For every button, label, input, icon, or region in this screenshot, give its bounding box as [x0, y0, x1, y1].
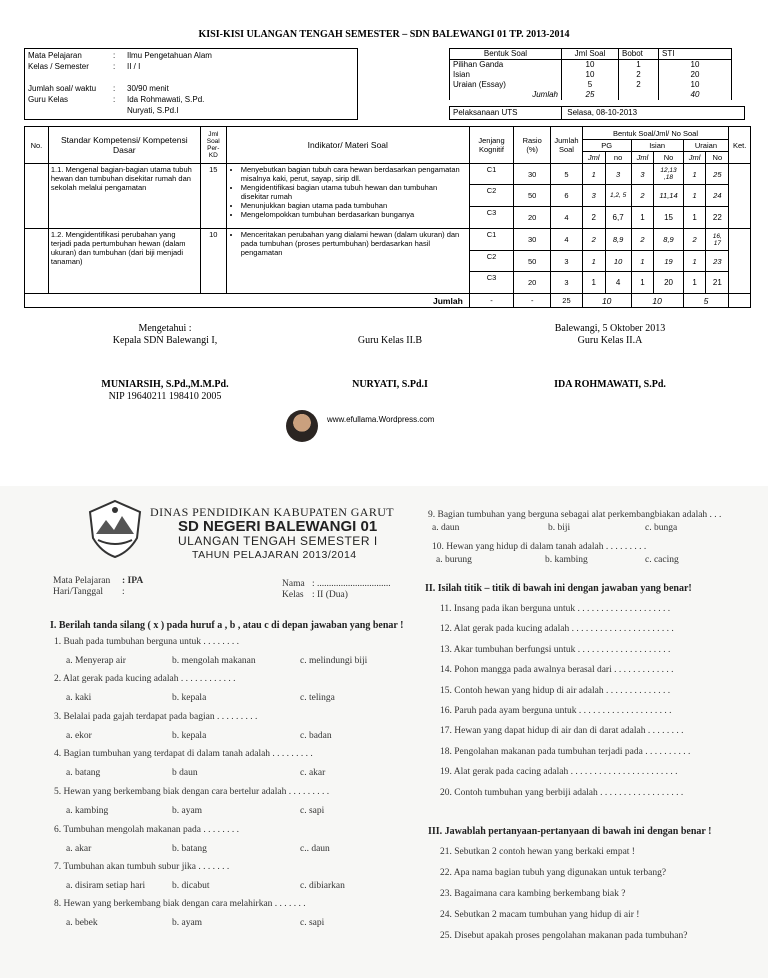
uraian-jml-cell: 1	[683, 185, 706, 207]
col-uraian-no: No	[706, 152, 729, 164]
bobot-header	[450, 49, 732, 60]
info-row-guru2	[28, 105, 179, 116]
bobot-header-cell: Bentuk Soal	[450, 49, 562, 60]
colon: :	[113, 62, 116, 71]
bobot-header-cell: STI	[659, 49, 732, 60]
col-ket: Ket.	[729, 127, 751, 164]
info-value: Ida Rohmawati, S.Pd.	[127, 95, 205, 104]
isian-jml-cell: 1	[631, 251, 654, 272]
option-b: b. ayam	[172, 806, 203, 816]
jenjang-cell: C1	[469, 229, 513, 251]
jenjang-cell: C2	[469, 251, 513, 272]
guru-b-label: Guru Kelas II.B	[357, 335, 423, 346]
jumlah-cell: 4	[551, 229, 583, 251]
kelas-value: : II (Dua)	[312, 590, 348, 600]
isian-no-cell: 19	[654, 251, 683, 272]
jumlah-cell: 6	[551, 185, 583, 207]
bobot-total-label: Jumlah	[450, 90, 562, 100]
nama-label: Nama	[282, 579, 305, 589]
option-b: b daun	[172, 768, 198, 778]
rasio-cell: 30	[514, 164, 551, 185]
rasio-cell: 50	[514, 251, 551, 272]
kepala-name: MUNIARSIH, S.Pd.,M.M.Pd.	[101, 379, 229, 390]
total-jenjang: -	[469, 294, 513, 308]
pg-no-cell: 8,9	[605, 229, 631, 251]
school-title: SD NEGERI BALEWANGI 01	[178, 518, 378, 535]
option-a: a. ekor	[66, 731, 92, 741]
option-c: c. badan	[300, 731, 332, 741]
option-a: a. daun	[432, 523, 460, 533]
kd-text: 1.1. Mengenal bagian-bagian utama tubuh hewan dan tumbuhan disekitar rumah dan sekolah melalui pengamatan	[48, 164, 200, 229]
question-5: 5. Hewan yang berkembang biak dengan cara bertelur adalah . . . . . . . . .	[54, 787, 330, 797]
pg-no-cell: 6,7	[605, 207, 631, 229]
guru-a-name: IDA ROHMAWATI, S.Pd.	[554, 379, 666, 390]
bobot-row	[450, 60, 732, 71]
bobot-table	[449, 48, 732, 100]
essay-item: 23. Bagaimana cara kambing berkembang biak ?	[440, 889, 626, 899]
bobot-cell: Uraian (Essay)	[450, 80, 562, 90]
option-a: a. Menyerap air	[66, 656, 126, 666]
col-uraian-jml: Jml	[683, 152, 706, 164]
kd-jml: 10	[200, 229, 226, 294]
option-b: b. kepala	[172, 693, 207, 703]
total-label: Jumlah	[25, 294, 470, 308]
rasio-cell: 20	[514, 272, 551, 294]
guru-a-label: Guru Kelas II.A	[577, 335, 643, 346]
isian-no-cell: 12,13 ,18	[654, 164, 683, 185]
bobot-cell: Pilihan Ganda	[450, 60, 562, 71]
uraian-no-cell: 16, 17	[706, 229, 729, 251]
col-pg: PG	[582, 140, 631, 152]
question-6: 6. Tumbuhan mengolah makanan pada . . . . . . . .	[54, 825, 239, 835]
indikator-list	[229, 165, 467, 219]
option-a: a. bebek	[66, 918, 98, 928]
option-c: c. sapi	[300, 806, 325, 816]
col-sk: Standar Kompetensi/ Kompetensi Dasar	[48, 127, 200, 164]
uraian-jml-cell: 1	[683, 207, 706, 229]
isian-no-cell: 15	[654, 207, 683, 229]
bobot-row	[450, 80, 732, 90]
pelaksanaan-label: Pelaksanaan UTS	[450, 107, 562, 119]
question-8: 8. Hewan yang berkembang biak dengan cara melahirkan . . . . . . .	[54, 899, 306, 909]
option-a: a. kaki	[66, 693, 92, 703]
question-10: 10. Hewan yang hidup di dalam tanah adalah . . . . . . . . .	[432, 542, 647, 552]
info-row-kelas	[28, 61, 140, 72]
isian-jml-cell: 1	[631, 207, 654, 229]
uraian-jml-cell: 1	[683, 251, 706, 272]
option-c: c. sapi	[300, 918, 325, 928]
col-jumlah: Jumlah Soal	[551, 127, 583, 164]
isian-item: 17. Hewan yang dapat hidup di air dan di darat adalah . . . . . . . .	[440, 726, 684, 737]
section-1-heading: I. Berilah tanda silang ( x ) pada huruf a , b , atau c di depan jawaban yang benar !	[50, 620, 404, 631]
colon: :	[113, 84, 116, 93]
bobot-total-soal: 25	[562, 90, 619, 100]
bobot-cell: Isian	[450, 70, 562, 80]
isian-jml-cell: 2	[631, 229, 654, 251]
uraian-jml-cell: 1	[683, 164, 706, 185]
kd-text: 1.2. Mengidentifikasi perubahan yang terjadi pada pertumbuhan hewan (dalam ukuran) dan tumbuhan (dari biji menjadi tanaman)	[48, 229, 200, 294]
isian-jml-cell: 2	[631, 185, 654, 207]
option-c: c. cacing	[645, 555, 679, 565]
option-a: a. disiram setiap hari	[66, 881, 146, 891]
pelaksanaan-value: Selasa, 08-10-2013	[567, 108, 638, 117]
isian-no-cell: 20	[654, 272, 683, 294]
pg-no-cell: 10	[605, 251, 631, 272]
colon: :	[113, 51, 116, 60]
option-a: a. batang	[66, 768, 101, 778]
indikator-item: • Menyebutkan bagian tubuh cara hewan berdasarkan pengamatan misalnya kaki, perut, sayap, sirip dll.	[241, 165, 467, 183]
option-c: c. telinga	[300, 693, 335, 703]
isian-item: 18. Pengolahan makanan pada tumbuhan terjadi pada . . . . . . . . . .	[440, 746, 691, 757]
jenjang-cell: C3	[469, 207, 513, 229]
kd-jml: 15	[200, 164, 226, 229]
option-b: b. batang	[172, 844, 207, 854]
kepala-nip: NIP 19640211 198410 2005	[108, 391, 222, 402]
jenjang-cell: C2	[469, 185, 513, 207]
uraian-jml-cell: 1	[683, 272, 706, 294]
kelas-label: Kelas	[282, 590, 304, 600]
info-row-mapel	[28, 50, 212, 61]
uraian-no-cell: 24	[706, 185, 729, 207]
total-jumlah: 25	[551, 294, 583, 308]
mapel-value: : IPA	[122, 576, 144, 586]
indikator-item: • Menunjukkan bagian utama pada tumbuhan	[241, 201, 467, 210]
jumlah-cell: 5	[551, 164, 583, 185]
mengetahui-label: Mengetahui :	[138, 323, 192, 334]
bobot-cell: 2	[619, 80, 659, 90]
guru-b-name: NURYATI, S.Pd.I	[352, 379, 428, 390]
pg-no-cell: 4	[605, 272, 631, 294]
uraian-no-cell: 25	[706, 164, 729, 185]
mapel-label: Mata Pelajaran	[53, 576, 111, 586]
option-c: c.. daun	[300, 844, 330, 854]
option-a: a. kambing	[66, 806, 109, 816]
option-b: b. kambing	[545, 555, 588, 565]
jumlah-cell: 3	[551, 272, 583, 294]
bobot-cell: 10	[562, 70, 619, 80]
bobot-header-cell: Jml Soal	[562, 49, 619, 60]
bobot-total-sti: 40	[659, 90, 732, 100]
bobot-total-row	[450, 90, 732, 100]
garut-emblem-icon	[84, 498, 146, 560]
pg-jml-cell: 1	[582, 251, 605, 272]
essay-item: 24. Sebutkan 2 macam tumbuhan yang hidup di air !	[440, 910, 640, 920]
pg-jml-cell: 1	[582, 272, 605, 294]
essay-item: 25. Disebut apakah proses pengolahan makanan pada tumbuhan?	[440, 931, 688, 941]
section-2-heading: II. Isilah titik – titik di bawah ini dengan jawaban yang benar!	[425, 583, 692, 594]
question-2: 2. Alat gerak pada kucing adalah . . . . . . . . . . . .	[54, 674, 236, 684]
info-label: Guru Kelas	[28, 95, 69, 104]
pelaksanaan-row	[449, 106, 745, 120]
indikator-item: • Menceritakan perubahan yang dialami hewan (dalam ukuran) dan pada tumbuhan (proses pertumbuhan) berdasarkan hasil pengamatan	[241, 230, 467, 257]
option-a: a. akar	[66, 844, 92, 854]
bobot-cell: 20	[659, 70, 732, 80]
col-isian-jml: Jml	[631, 152, 654, 164]
isian-item: 14. Pohon mangga pada awalnya berasal dari . . . . . . . . . . . . .	[440, 665, 674, 676]
pg-jml-cell: 1	[582, 164, 605, 185]
total-uraian: 5	[683, 294, 729, 308]
year-title: TAHUN PELAJARAN 2013/2014	[192, 549, 357, 561]
isian-item: 19. Alat gerak pada cacing adalah . . . . . . . . . . . . . . . . . . . . . . .	[440, 767, 678, 778]
option-b: b. ayam	[172, 918, 203, 928]
option-c: c. akar	[300, 768, 326, 778]
indikator-item: • Mengelompokkan tumbuhan berdasarkan bunganya	[241, 210, 467, 219]
hari-label: Hari/Tanggal	[53, 587, 103, 597]
bobot-cell: 10	[659, 60, 732, 71]
option-c: c. dibiarkan	[300, 881, 345, 891]
bobot-cell: 10	[562, 60, 619, 71]
jumlah-cell: 4	[551, 207, 583, 229]
col-pg-jml: Jml	[582, 152, 605, 164]
rasio-cell: 50	[514, 185, 551, 207]
isian-item: 16. Paruh pada ayam berguna untuk . . . . . . . . . . . . . . . . . . . .	[440, 706, 672, 716]
option-b: b. kepala	[172, 731, 207, 741]
option-b: b. mengolah makanan	[172, 656, 256, 666]
col-uraian: Uraian	[683, 140, 729, 152]
info-label: Mata Pelajaran	[28, 51, 82, 60]
isian-no-cell: 8,9	[654, 229, 683, 251]
bobot-cell: 10	[659, 80, 732, 90]
total-rasio: -	[514, 294, 551, 308]
total-row	[25, 294, 751, 308]
indikator-item: • Mengidentifikasi bagian utama tubuh hewan dan tumbuhan disekitar rumah	[241, 183, 467, 201]
uraian-no-cell: 22	[706, 207, 729, 229]
pg-jml-cell: 2	[582, 229, 605, 251]
hari-value: :	[122, 587, 125, 597]
total-isian: 10	[631, 294, 683, 308]
col-jenjang: Jenjang Kognitif	[469, 127, 513, 164]
kepala-label: Kepala SDN Balewangi I,	[112, 335, 218, 346]
jumlah-cell: 3	[551, 251, 583, 272]
info-label: Kelas / Semester	[28, 62, 89, 71]
colon: :	[113, 95, 116, 104]
pg-no-cell: 1,2, 5	[605, 185, 631, 207]
total-pg: 10	[582, 294, 631, 308]
question-1: 1. Buah pada tumbuhan berguna untuk . . . . . . . .	[54, 637, 240, 647]
bobot-cell: 2	[619, 70, 659, 80]
question-3: 3. Belalai pada gajah terdapat pada bagian . . . . . . . . .	[54, 712, 258, 722]
col-isian: Isian	[631, 140, 683, 152]
info-box	[24, 48, 358, 120]
isian-item: 13. Akar tumbuhan berfungsi untuk . . . . . . . . . . . . . . . . . . . .	[440, 644, 671, 655]
rasio-cell: 20	[514, 207, 551, 229]
uraian-no-cell: 23	[706, 251, 729, 272]
isian-jml-cell: 3	[631, 164, 654, 185]
question-7: 7. Tumbuhan akan tumbuh subur jika . . . . . . .	[54, 862, 230, 872]
isian-item: 12. Alat gerak pada kucing adalah . . . . . . . . . . . . . . . . . . . . . .	[440, 624, 674, 635]
jenjang-cell: C1	[469, 164, 513, 185]
exam-scan	[0, 486, 768, 978]
option-b: b. dicabut	[172, 881, 210, 891]
info-value: Ilmu Pengetahuan Alam	[127, 51, 212, 60]
isian-no-cell: 11,14	[654, 185, 683, 207]
info-value: 30/90 menit	[127, 84, 169, 93]
kisi-table	[24, 126, 751, 308]
option-a: a. burung	[436, 555, 472, 565]
info-row-jumlah	[28, 83, 169, 94]
document-title: KISI-KISI ULANGAN TENGAH SEMESTER – SDN BALEWANGI 01 TP. 2013-2014	[198, 29, 570, 40]
info-label: Jumlah soal/ waktu	[28, 84, 97, 93]
bobot-header-cell: Bobot	[619, 49, 659, 60]
option-b: b. biji	[548, 523, 571, 533]
isian-item: 15. Contoh hewan yang hidup di air adalah . . . . . . . . . . . . . .	[440, 685, 671, 696]
uraian-jml-cell: 2	[683, 229, 706, 251]
pg-no-cell: 3	[605, 164, 631, 185]
isian-jml-cell: 1	[631, 272, 654, 294]
indikator-list	[229, 230, 467, 257]
col-isian-no: No	[654, 152, 683, 164]
bobot-cell: 1	[619, 60, 659, 71]
info-row-guru	[28, 94, 204, 105]
essay-item: 22. Apa nama bagian tubuh yang digunakan untuk terbang?	[440, 868, 667, 878]
col-no: No.	[25, 127, 49, 164]
col-bentuk: Bentuk Soal/Jml/ No Soal	[582, 127, 728, 140]
question-9: 9. Bagian tumbuhan yang berguna sebagai alat perkembangbiakan adalah . . .	[428, 510, 722, 520]
table-row	[25, 229, 751, 251]
tanggal-label: Balewangi, 5 Oktober 2013	[554, 323, 666, 334]
rasio-cell: 30	[514, 229, 551, 251]
section-3-heading: III. Jawablah pertanyaan-pertanyaan di bawah ini dengan benar !	[428, 826, 712, 837]
test-title: ULANGAN TENGAH SEMESTER I	[178, 534, 378, 548]
info-value: II / I	[127, 62, 141, 71]
col-indikator: Indikator/ Materi Soal	[226, 127, 469, 164]
pg-jml-cell: 3	[582, 185, 605, 207]
watermark-link[interactable]: www.efullama.Wordpress.com	[327, 415, 435, 424]
isian-item: 20. Contoh tumbuhan yang berbiji adalah . . . . . . . . . . . . . . . . . .	[440, 787, 684, 798]
option-c: c. melindungi biji	[300, 656, 368, 666]
essay-item: 21. Sebutkan 2 contoh hewan yang berkaki empat !	[440, 847, 635, 857]
nama-value: : ...............................	[312, 579, 391, 589]
uraian-no-cell: 21	[706, 272, 729, 294]
avatar	[286, 410, 318, 442]
question-4: 4. Bagian tumbuhan yang terdapat di dalam tanah adalah . . . . . . . . .	[54, 749, 313, 759]
bobot-row	[450, 70, 732, 80]
info-value: Nuryati, S.Pd.I	[127, 106, 179, 115]
pg-jml-cell: 2	[582, 207, 605, 229]
isian-item: 11. Insang pada ikan berguna untuk . . . . . . . . . . . . . . . . . . . .	[440, 604, 671, 614]
bobot-cell: 5	[562, 80, 619, 90]
col-pg-no: no	[605, 152, 631, 164]
jenjang-cell: C3	[469, 272, 513, 294]
col-rasio: Rasio (%)	[514, 127, 551, 164]
dinas-title: DINAS PENDIDIKAN KABUPATEN GARUT	[150, 505, 395, 519]
col-jml: Jml Soal Per- KD	[200, 127, 226, 164]
table-row	[25, 164, 751, 185]
option-c: c. bunga	[645, 523, 678, 533]
